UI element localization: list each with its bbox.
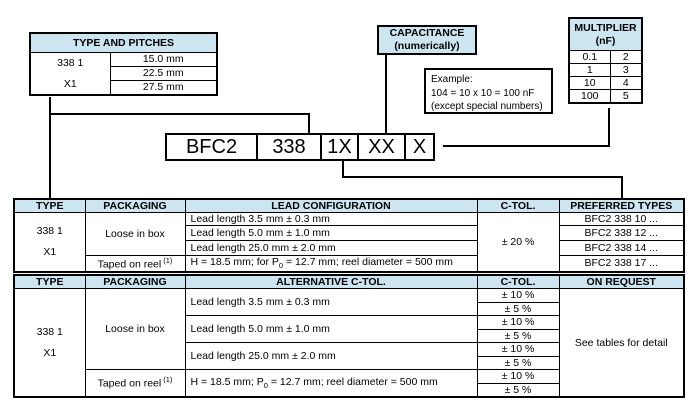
part-number-segment-series: BFC2 [165,133,258,161]
taped-lead-pre: H = 18.5 mm; P [190,375,264,388]
packaging-taped-label: Taped on reel [97,258,162,271]
type-value-cell [30,53,110,96]
packaging-taped-label: Taped on reel [97,377,162,390]
ctol-cell: ± 5 % [477,302,559,316]
lead-config-cell: Lead length 5.0 mm ± 1.0 mm [185,316,477,343]
capacitance-box [377,25,477,55]
lead-config-cell: Lead length 3.5 mm ± 0.3 mm [185,213,477,226]
multiplier-factor: 0.1 [569,51,610,64]
preferred-type-cell: BFC2 338 17 ... [559,256,684,272]
example-note-line: Example: [431,74,473,85]
type-value-cell [14,289,85,398]
footnote-marker: (1) [163,255,173,265]
preferred-type-cell: BFC2 338 14 ... [559,241,684,256]
on-request-cell: See tables for detail [559,289,684,398]
connector-1x-to-table [621,176,623,199]
ctol-cell: ± 5 % [477,383,559,397]
example-note-line: 104 = 10 x 10 = 100 nF [431,87,535,99]
taped-lead-sub: 0 [263,380,268,390]
part-number-segment-variant: 1X [320,133,359,161]
connector-type-to-338 [308,113,310,134]
lead-config-cell: Lead length 25.0 mm ± 2.0 mm [185,241,477,256]
col-header-on-request: ON REQUEST [559,275,684,289]
ctol-cell: ± 20 % [477,213,559,272]
taped-lead-sub: 0 [278,261,284,271]
part-number-segment-capacitance: XX [357,133,406,161]
type-value-line2: X1 [43,246,57,259]
type-value-cell [14,213,85,272]
ctol-cell: ± 10 % [477,316,559,330]
type-value-line1: 338 1 [57,57,84,69]
lead-config-cell: Lead length 25.0 mm ± 2.0 mm [185,343,477,370]
example-note-line: (except special numbers) [431,101,543,112]
type-value-line2: X1 [43,347,57,360]
capacitance-title-line2: (numerically) [394,40,460,52]
multiplier-factor: 1 [569,64,610,77]
packaging-taped-cell [85,256,185,272]
preferred-type-cell: BFC2 338 12 ... [559,226,684,241]
connector-type-branch-h [49,113,310,115]
multiplier-code: 2 [610,51,642,64]
multiplier-title-line1: MULTIPLIER [574,22,637,35]
connector-x-to-multiplier [443,145,610,147]
multiplier-factor: 10 [569,77,610,90]
type-value-line2: X1 [63,78,77,90]
pitch-option: 27.5 mm [110,81,217,96]
col-header-ctol: C-TOL. [477,199,559,213]
alternative-ctol-table [13,274,685,398]
ctol-cell: ± 5 % [477,329,559,343]
ctol-cell: ± 10 % [477,370,559,384]
taped-lead-post: = 12.7 mm; reel diameter = 500 mm [283,256,453,269]
lead-config-cell [185,370,477,398]
pitch-option: 22.5 mm [110,67,217,81]
multiplier-code: 5 [610,90,642,104]
col-header-packaging: PACKAGING [85,199,185,213]
col-header-packaging: PACKAGING [85,275,185,289]
preferred-type-cell: BFC2 338 10 ... [559,213,684,226]
col-header-preferred-types: PREFERRED TYPES [559,199,684,213]
part-number-strip [165,133,435,161]
multiplier-factor: 100 [569,90,610,104]
part-number-segment-multiplier: X [404,133,435,161]
type-pitches-table [29,32,218,96]
multiplier-title [569,18,642,51]
type-pitches-title: TYPE AND PITCHES [30,33,217,53]
col-header-alternative-ctol: ALTERNATIVE C-TOL. [185,275,477,289]
lead-config-cell: Lead length 3.5 mm ± 0.3 mm [185,289,477,316]
connector-1x-h [342,176,623,178]
ctol-cell: ± 5 % [477,356,559,370]
lead-config-cell: Lead length 5.0 mm ± 1.0 mm [185,226,477,241]
example-note [424,68,553,114]
capacitance-title-line1: CAPACITANCE [389,26,465,39]
part-number-segment-type: 338 [256,133,322,161]
taped-lead-pre: H = 18.5 mm; for P [190,256,279,269]
type-value-line1: 338 1 [36,326,63,339]
lead-config-cell [185,256,477,272]
connector-multiplier-down [608,108,610,147]
packaging-loose-cell: Loose in box [85,213,185,256]
col-header-type: TYPE [14,199,85,213]
col-header-lead-configuration: LEAD CONFIGURATION [185,199,477,213]
pitch-option: 15.0 mm [110,53,217,67]
col-header-ctol: C-TOL. [477,275,559,289]
preferred-types-table [13,198,685,273]
packaging-loose-cell: Loose in box [85,289,185,370]
packaging-taped-cell [85,370,185,398]
multiplier-table [568,17,643,104]
footnote-marker: (1) [163,375,173,385]
type-value-line1: 338 1 [36,225,63,238]
ctol-cell: ± 10 % [477,343,559,357]
col-header-type: TYPE [14,275,85,289]
connector-capacitance-to-xx [385,55,387,134]
taped-lead-post: = 12.7 mm; reel diameter = 500 mm [267,375,438,388]
multiplier-code: 3 [610,64,642,77]
ctol-cell: ± 10 % [477,289,559,303]
multiplier-title-line2: (nF) [595,34,616,47]
multiplier-code: 4 [610,77,642,90]
